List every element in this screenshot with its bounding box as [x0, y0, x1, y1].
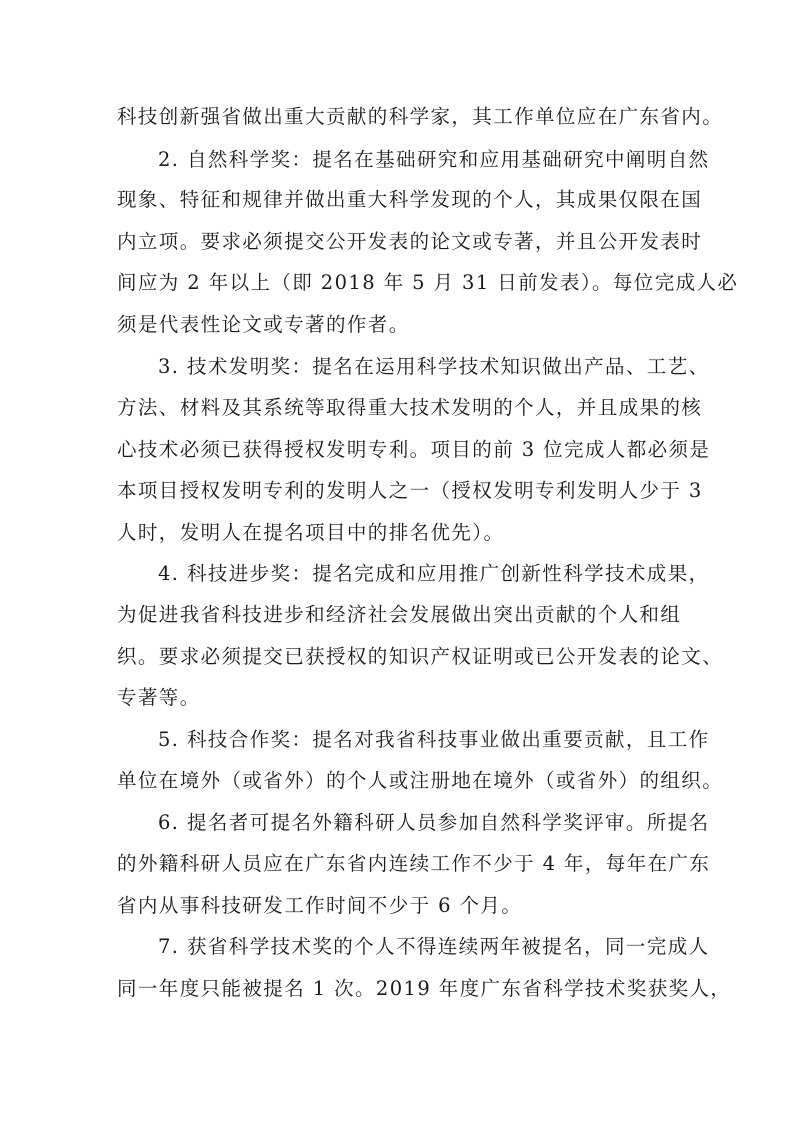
text-line: 科技创新强省做出重大贡献的科学家，其工作单位应在广东省内。: [117, 105, 724, 128]
text-line: 方法、材料及其系统等取得重大技术发明的个人，并且成果的核: [117, 396, 703, 419]
text-line: 本项目授权发明专利的发明人之一（授权发明专利发明人少于 3: [117, 479, 703, 502]
text-line: 现象、特征和规律并做出重大科学发现的个人，其成果仅限在国: [117, 188, 703, 211]
text-line: 单位在境外（或省外）的个人或注册地在境外（或省外）的组织。: [117, 769, 724, 792]
text-line: 为促进我省科技进步和经济社会发展做出突出贡献的个人和组: [117, 603, 682, 626]
text-line: 专著等。: [117, 686, 201, 709]
text-line: 同一年度只能被提名 1 次。2019 年度广东省科学技术奖获奖人，: [117, 977, 732, 1000]
text-line: 内立项。要求必须提交公开发表的论文或专著，并且公开发表时: [117, 230, 703, 253]
paragraph-line: 3. 技术发明奖：提名在运用科学技术知识做出产品、工艺、: [158, 355, 710, 378]
paragraph-line: 7. 获省科学技术奖的个人不得连续两年被提名，同一完成人: [158, 935, 710, 958]
paragraph-line: 2. 自然科学奖：提名在基础研究和应用基础研究中阐明自然: [158, 148, 710, 171]
text-line: 心技术必须已获得授权发明专利。项目的前 3 位完成人都必须是: [117, 438, 711, 461]
paragraph-line: 6. 提名者可提名外籍科研人员参加自然科学奖评审。所提名: [158, 811, 710, 834]
text-line: 须是代表性论文或专著的作者。: [117, 313, 410, 336]
text-line: 间应为 2 年以上（即 2018 年 5 月 31 日前发表）。每位完成人必: [117, 271, 739, 294]
text-line: 省内从事科技研发工作时间不少于 6 个月。: [117, 894, 523, 917]
text-line: 的外籍科研人员应在广东省内连续工作不少于 4 年，每年在广东: [117, 852, 711, 875]
paragraph-line: 4. 科技进步奖：提名完成和应用推广创新性科学技术成果，: [158, 562, 710, 585]
text-line: 人时，发明人在提名项目中的排名优先）。: [117, 521, 505, 544]
text-line: 织。要求必须提交已获授权的知识产权证明或已公开发表的论文、: [117, 645, 724, 668]
paragraph-line: 5. 科技合作奖：提名对我省科技事业做出重要贡献，且工作: [158, 728, 710, 751]
